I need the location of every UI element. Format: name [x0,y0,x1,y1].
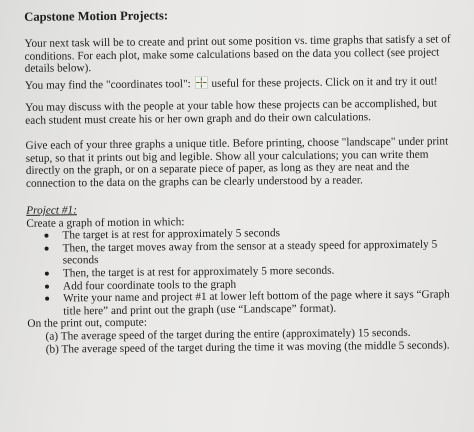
compute-item-a: (a) The average speed of the target during the entire (approximately) 15 seconds. [45,326,411,343]
bullet-dot [45,246,49,250]
instructions-paragraph-block [25,135,458,190]
bullet-dot [44,234,48,238]
bullet-dot [45,297,49,301]
project-1-bullet-list [26,226,459,319]
project-1-section [26,200,460,356]
project-1-lead: Create a graph of motion in which: [26,215,185,230]
coordinates-tool-line [25,73,457,92]
list-item-text: Write your name and project #1 at lower left bottom of the page where it says “Graph title here” and print out the graph (use “Landscape” format). [63,288,450,318]
discussion-paragraph: You may discuss with the people at your table how these projects can be accomplished, but each student must create his or her own graph and do their own calculations. [25,97,437,127]
bullet-dot [45,272,49,276]
compute-item-b: (b) The average speed of the target during the time it was moving (the middle 5 seconds). [45,338,450,356]
compute-lead: On the print out, compute: [27,316,147,331]
project-1-heading: Project #1: [26,204,77,217]
intro-paragraph-block [24,33,456,75]
list-item [27,288,459,318]
intro-paragraph: Your next task will be to create and print out some position vs. time graphs that satisfy a set of conditions. For each plot, make some calculations based on the data you collect (see project details below). [24,33,451,76]
discussion-paragraph-block [25,97,457,127]
coordinates-tool-text-after: useful for these projects. Click on it and try it out! [211,75,438,90]
list-item-text: Then, the target is at rest for approximately 5 more seconds. [62,264,335,280]
document-title: Capstone Motion Projects: [24,8,169,24]
list-item-text: Add four coordinate tools to the graph [62,278,237,293]
list-item-text: The target is at rest for approximately 5 seconds [62,227,281,242]
bullet-dot [45,284,49,288]
coordinates-tool-paragraph [25,73,457,92]
compute-list [27,326,459,356]
coordinates-tool-text-before: You may find the "coordinates tool": [24,78,191,92]
crosshair-coordinates-icon[interactable] [195,76,208,89]
list-item-text: Then, the target moves away from the sensor at a steady speed for approximately 5 seconds [62,238,438,267]
instructions-paragraph: Give each of your three graphs a unique title. Before printing, choose "landscape" under print setup, so that it prints out big and legible. Show all your calculations; you can write them directly on the graph, or on a separate piece of paper, as long as they are neat and the connection to the data on the graphs can be clearly understood by a reader. [25,135,449,190]
